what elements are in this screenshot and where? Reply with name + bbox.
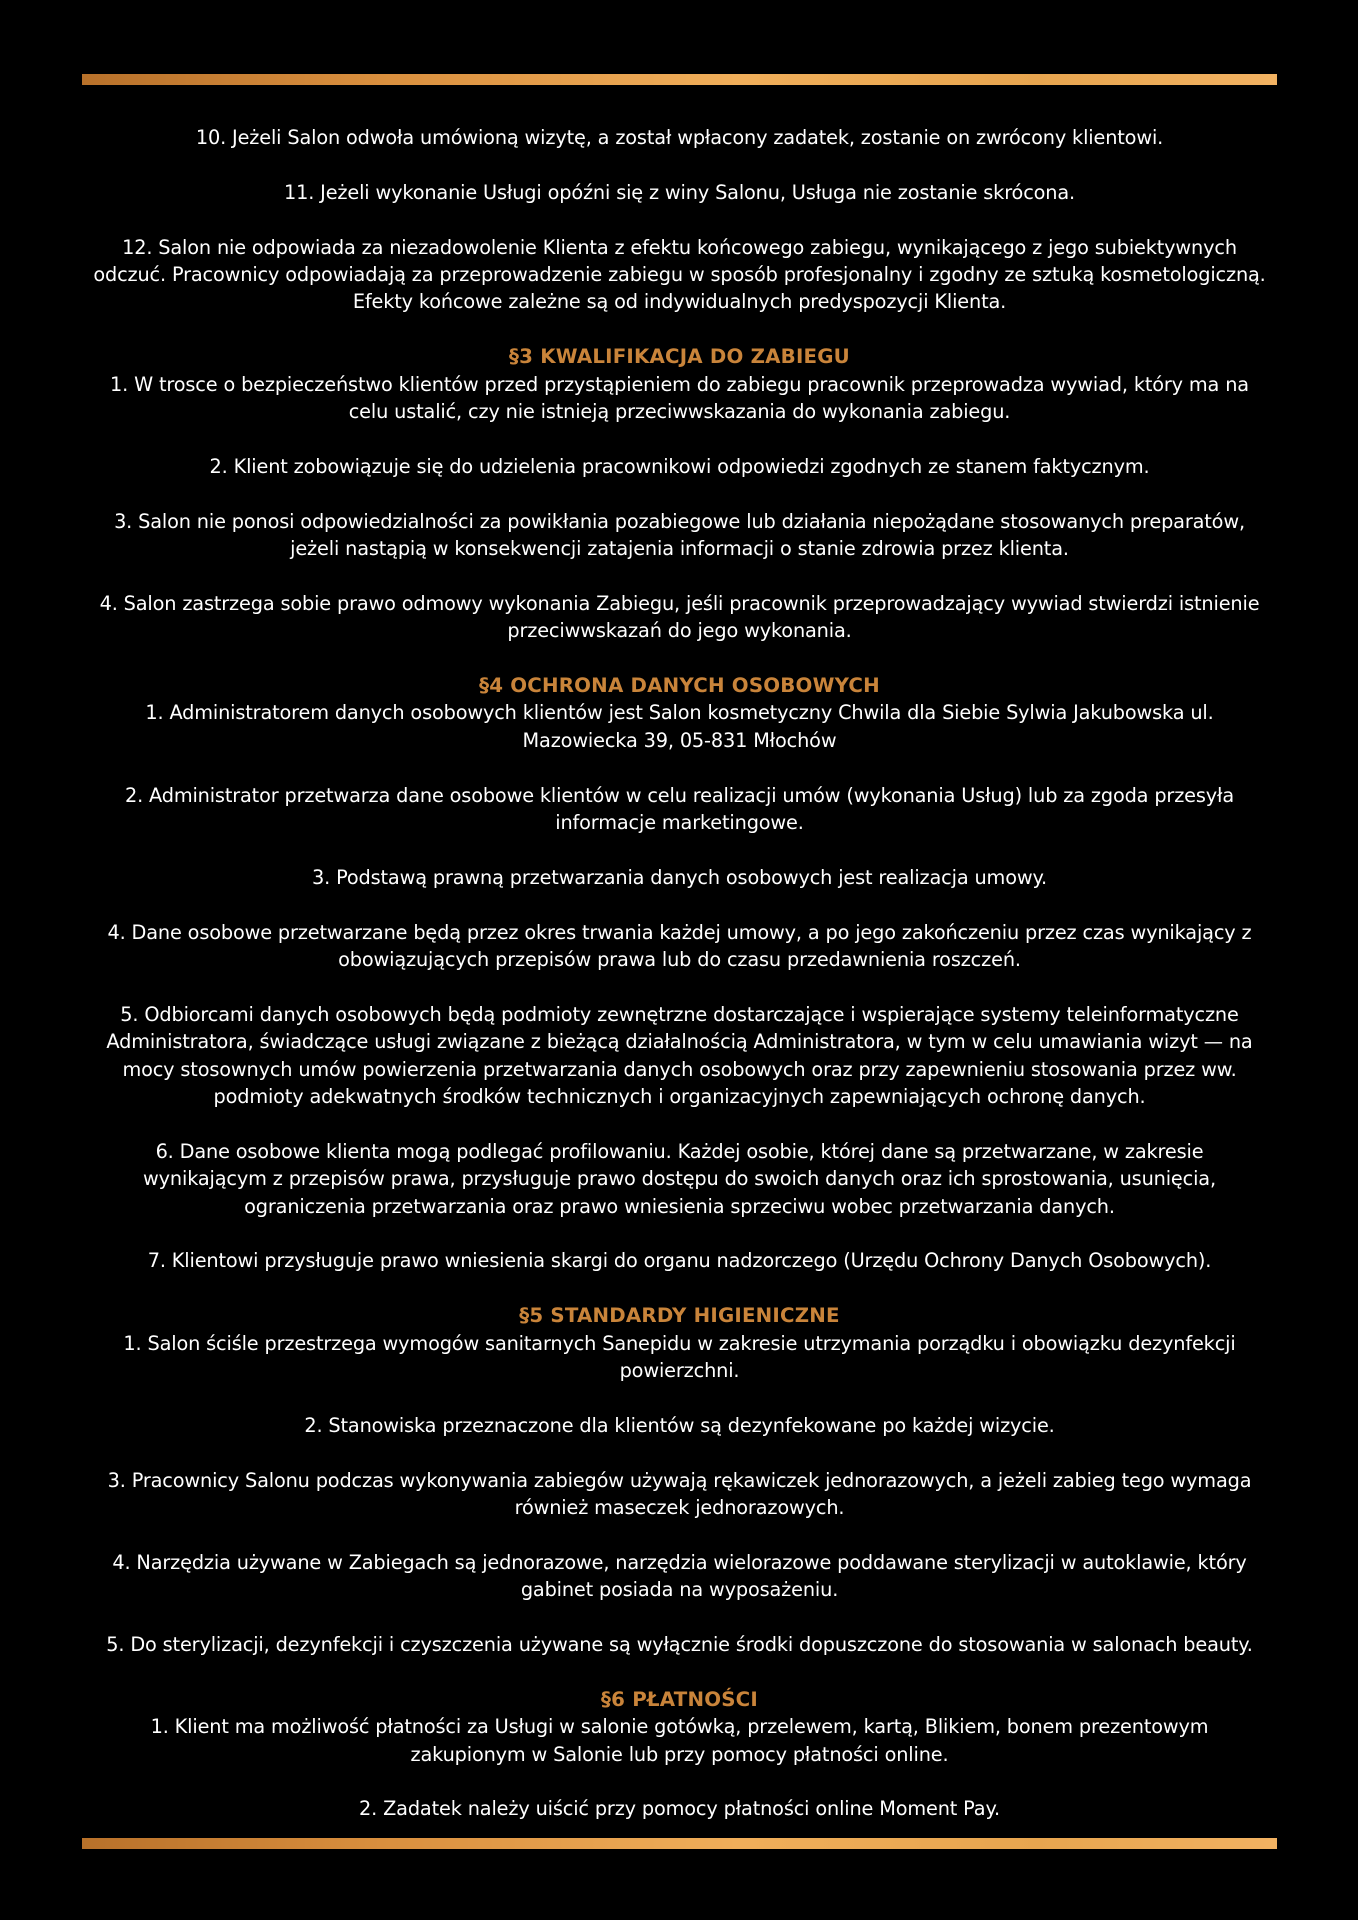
section-heading-3: §3 KWALIFIKACJA DO ZABIEGU: [509, 345, 850, 369]
s5-paragraph-4: 4. Narzędzia używane w Zabiegach są jednorazowe, narzędzia wielorazowe poddawane sterylizacji w autoklawie, który gabinet posiada na wyposażeniu.: [112, 1550, 1247, 1602]
s4-paragraph-1: 1. Administratorem danych osobowych klientów jest Salon kosmetyczny Chwila dla Siebie Sylwia Jakubowska ul. Mazowiecka 39, 05-831 Młochów: [145, 701, 1214, 752]
document-body: [92, 124, 1267, 1850]
s4-paragraph-5: 5. Odbiorcami danych osobowych będą podmioty zewnętrzne dostarczające i wspierające systemy teleinformatyczne Administratora, świadczące usługi związane z bieżącą działalnością Administratora, w tym w celu umawiania wizyt — na mocy stosownych umów powierzenia przetwarzania danych osobowych oraz przy zapewnieniu stosowania przez ww. podmioty adekwatnych środków technicznych i organizacyjnych zapewniających ochronę danych.: [106, 1002, 1253, 1109]
section-heading-5: §5 STANDARDY HIGIENICZNE: [519, 1304, 840, 1328]
section-heading-6: §6 PŁATNOŚCI: [601, 1687, 758, 1711]
s4-paragraph-7: 7. Klientowi przysługuje prawo wniesienia skargi do organu nadzorczego (Urzędu Ochrony Danych Osobowych).: [147, 1249, 1212, 1273]
s4-paragraph-2: 2. Administrator przetwarza dane osobowe klientów w celu realizacji umów (wykonania Usług) lub za zgoda przesyła informacje marketingowe.: [124, 783, 1235, 835]
bottom-gold-divider: [82, 1838, 1277, 1849]
s5-paragraph-5: 5. Do sterylizacji, dezynfekcji i czyszczenia używane są wyłącznie środki dopuszczone do stosowania w salonach beauty.: [106, 1633, 1253, 1657]
s5-paragraph-1: 1. Salon ściśle przestrzega wymogów sanitarnych Sanepidu w zakresie utrzymania porządku i obowiązku dezynfekcji powierzchni.: [123, 1331, 1236, 1383]
s3-paragraph-4: 4. Salon zastrzega sobie prawo odmowy wykonania Zabiegu, jeśli pracownik przeprowadzający wywiad stwierdzi istnienie przeciwwskazań do jego wykonania.: [99, 591, 1260, 643]
s6-paragraph-1: 1. Klient ma możliwość płatności za Usługi w salonie gotówką, przelewem, kartą, Blikiem, bonem prezentowym zakupionym w Salonie lub przy pomocy płatności online.: [150, 1715, 1209, 1766]
paragraph-10: 10. Jeżeli Salon odwoła umówioną wizytę, a został wpłacony zadatek, zostanie on zwrócony klientowi.: [195, 126, 1164, 149]
s4-paragraph-6: 6. Dane osobowe klienta mogą podlegać profilowaniu. Każdej osobie, której dane są przetwarzane, w zakresie wynikającym z przepisów prawa, przysługuje prawo dostępu do swoich danych oraz ich sprostowania, usunięcia, ograniczenia przetwarzania oraz prawo wniesienia sprzeciwu wobec przetwarzania danych.: [143, 1139, 1216, 1218]
s3-paragraph-1: 1. W trosce o bezpieczeństwo klientów przed przystąpieniem do zabiegu pracownik przeprowadza wywiad, który ma na celu ustalić, czy nie istnieją przeciwwskazania do wykonania zabiegu.: [110, 372, 1249, 424]
paragraph-11: 11. Jeżeli wykonanie Usługi opóźni się z winy Salonu, Usługa nie zostanie skrócona.: [283, 180, 1076, 204]
section-heading-4: §4 OCHRONA DANYCH OSOBOWYCH: [479, 674, 880, 698]
top-gold-divider: [82, 74, 1277, 85]
s5-paragraph-3: 3. Pracownicy Salonu podczas wykonywania zabiegów używają rękawiczek jednorazowych, a jeżeli zabieg tego wymaga również maseczek jednorazowych.: [107, 1468, 1252, 1520]
s3-paragraph-3: 3. Salon nie ponosi odpowiedzialności za powikłania pozabiegowe lub działania niepożądane stosowanych preparatów, jeżeli nastąpią w konsekwencji zatajenia informacji o stanie zdrowia przez klienta.: [114, 509, 1245, 561]
s3-paragraph-2: 2. Klient zobowiązuje się do udzielenia pracownikowi odpowiedzi zgodnych ze stanem faktycznym.: [209, 454, 1150, 478]
s4-paragraph-4: 4. Dane osobowe przetwarzane będą przez okres trwania każdej umowy, a po jego zakończeniu przez czas wynikający z obowiązujących przepisów prawa lub do czasu przedawnienia roszczeń.: [107, 920, 1252, 972]
s5-paragraph-2: 2. Stanowiska przeznaczone dla klientów są dezynfekowane po każdej wizycie.: [304, 1413, 1055, 1437]
paragraph-12: 12. Salon nie odpowiada za niezadowolenie Klienta z efektu końcowego zabiegu, wynikającego z jego subiektywnych odczuć. Pracownicy odpowiadają za przeprowadzenie zabiegu w sposób profesjonalny i zgodny ze sztuką kosmetologiczną. Efekty końcowe zależne są od indywidualnych predyspozycji Klienta.: [93, 235, 1266, 314]
s6-paragraph-2: 2. Zadatek należy uiścić przy pomocy płatności online Moment Pay.: [359, 1797, 1000, 1821]
s4-paragraph-3: 3. Podstawą prawną przetwarzania danych osobowych jest realizacja umowy.: [312, 865, 1047, 889]
